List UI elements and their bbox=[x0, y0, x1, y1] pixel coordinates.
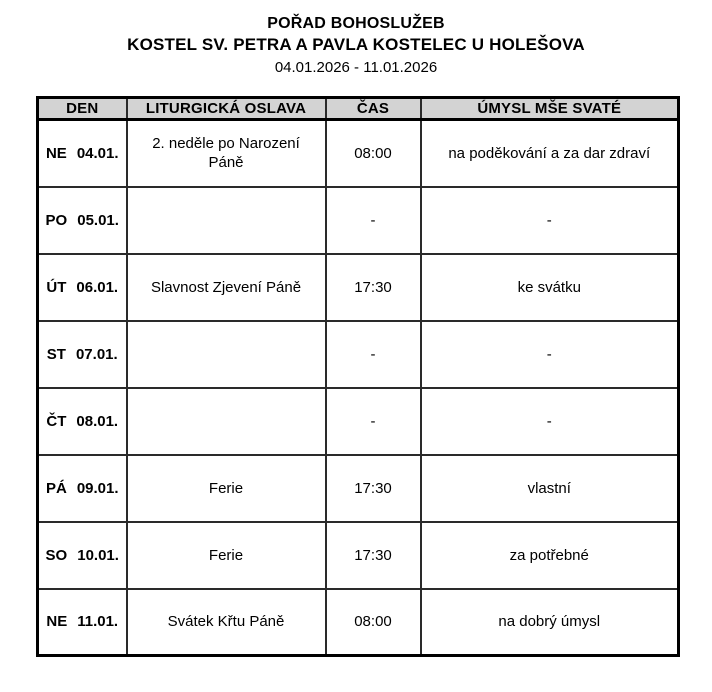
day-abbrev: NE bbox=[45, 144, 67, 162]
intention-cell: na poděkování a za dar zdraví bbox=[421, 120, 679, 187]
table-header bbox=[38, 98, 679, 120]
day-cell bbox=[38, 522, 127, 589]
table-row bbox=[38, 187, 679, 254]
day-cell bbox=[38, 388, 127, 455]
time-cell: 17:30 bbox=[326, 254, 421, 321]
day-cell bbox=[38, 589, 127, 656]
page-title: POŘAD BOHOSLUŽEB bbox=[267, 15, 445, 32]
celebration-cell: 2. neděle po Narození Páně bbox=[127, 120, 326, 187]
time-cell: 17:30 bbox=[326, 522, 421, 589]
table-row bbox=[38, 254, 679, 321]
day-abbrev: ÚT bbox=[46, 278, 67, 296]
intention-cell: ke svátku bbox=[421, 254, 679, 321]
time-cell: - bbox=[326, 388, 421, 455]
table-row bbox=[38, 120, 679, 187]
day-date: 08.01. bbox=[76, 412, 119, 430]
day-cell bbox=[38, 321, 127, 388]
day-abbrev: ČT bbox=[46, 412, 67, 430]
column-header-den: DEN bbox=[38, 98, 127, 120]
column-header-cas: ČAS bbox=[326, 98, 421, 120]
intention-cell: vlastní bbox=[421, 455, 679, 522]
column-header-liturgicka-oslava: LITURGICKÁ OSLAVA bbox=[127, 98, 326, 120]
day-abbrev: NE bbox=[46, 613, 68, 631]
day-cell bbox=[38, 254, 127, 321]
table-row bbox=[38, 388, 679, 455]
time-cell: - bbox=[326, 187, 421, 254]
celebration-cell: Ferie bbox=[127, 522, 326, 589]
day-date: 10.01. bbox=[77, 546, 119, 564]
day-date: 11.01. bbox=[77, 613, 119, 631]
header-row bbox=[38, 98, 679, 120]
intention-cell: - bbox=[421, 187, 679, 254]
schedule-table bbox=[36, 96, 680, 657]
time-cell: 08:00 bbox=[326, 589, 421, 656]
date-range: 04.01.2026 - 11.01.2026 bbox=[274, 59, 438, 76]
day-date: 05.01. bbox=[77, 211, 119, 229]
day-date: 06.01. bbox=[76, 278, 119, 296]
time-cell: - bbox=[326, 321, 421, 388]
table-body bbox=[38, 120, 679, 656]
day-abbrev: PÁ bbox=[45, 479, 67, 497]
table-row bbox=[38, 455, 679, 522]
celebration-cell: Ferie bbox=[127, 455, 326, 522]
day-abbrev: ST bbox=[46, 345, 66, 363]
time-cell: 17:30 bbox=[326, 455, 421, 522]
table-row bbox=[38, 522, 679, 589]
church-name: KOSTEL SV. PETRA A PAVLA KOSTELEC U HOLEŠOVA bbox=[127, 35, 585, 54]
time-cell: 08:00 bbox=[326, 120, 421, 187]
table-row bbox=[38, 589, 679, 656]
intention-cell: za potřebné bbox=[421, 522, 679, 589]
day-abbrev: SO bbox=[45, 546, 68, 564]
document-header bbox=[0, 0, 712, 78]
day-date: 09.01. bbox=[76, 479, 119, 497]
celebration-cell bbox=[127, 388, 326, 455]
intention-cell: - bbox=[421, 321, 679, 388]
day-cell bbox=[38, 455, 127, 522]
intention-cell: - bbox=[421, 388, 679, 455]
day-abbrev: PO bbox=[45, 211, 68, 229]
celebration-cell bbox=[127, 321, 326, 388]
day-cell bbox=[38, 187, 127, 254]
table-row bbox=[38, 321, 679, 388]
day-date: 04.01. bbox=[76, 144, 119, 162]
day-cell bbox=[38, 120, 127, 187]
celebration-cell: Svátek Křtu Páně bbox=[127, 589, 326, 656]
day-date: 07.01. bbox=[75, 345, 118, 363]
intention-cell: na dobrý úmysl bbox=[421, 589, 679, 656]
column-header-umysl: ÚMYSL MŠE SVATÉ bbox=[421, 98, 679, 120]
celebration-cell: Slavnost Zjevení Páně bbox=[127, 254, 326, 321]
celebration-cell bbox=[127, 187, 326, 254]
